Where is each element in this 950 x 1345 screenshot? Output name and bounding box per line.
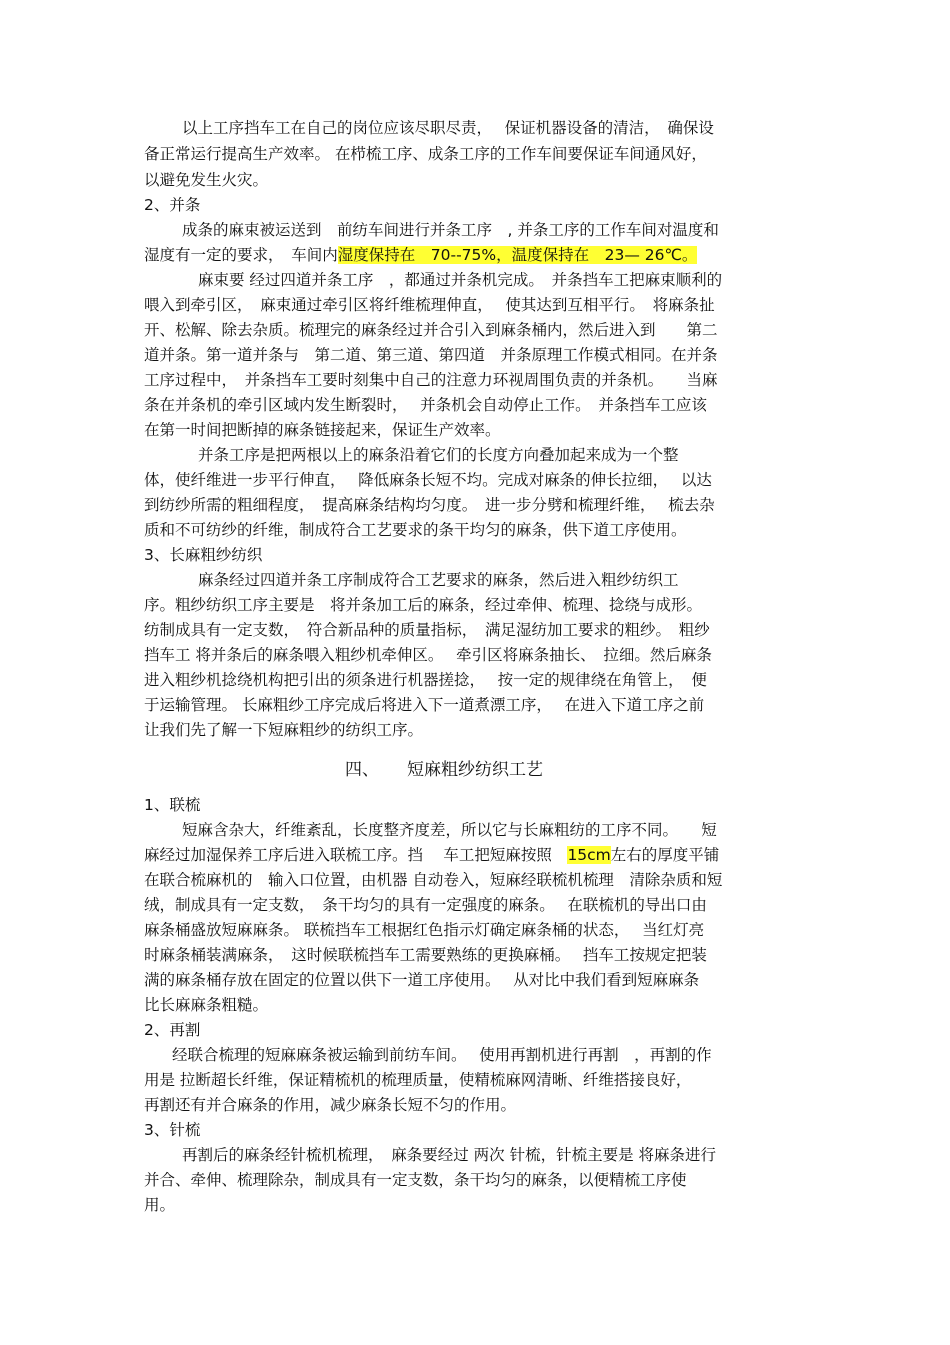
- text-line: [144, 843, 719, 867]
- text-run: 麻经过加湿保养工序后进入联梳工序。挡 车工把短麻按照: [144, 846, 568, 864]
- text-line: [144, 243, 697, 267]
- highlighted-text: 15cm: [567, 846, 611, 864]
- text-line: 在联合梳麻机的 输入口位置，由机器 自动卷入，短麻经联梳机梳理 清除杂质和短: [144, 871, 723, 889]
- text-run: 湿度有一定的要求， 车间内: [144, 246, 338, 264]
- text-line: 体，使纤维进一步平行伸直， 降低麻条长短不均。完成对麻条的伸长拉细， 以达: [144, 471, 712, 489]
- text-line: 备正常运行提高生产效率。 在栉梳工序、成条工序的工作车间要保证车间通风好，: [144, 145, 707, 163]
- text-run: 左右的厚度平铺: [610, 846, 720, 864]
- text-line: 用。: [144, 1196, 176, 1214]
- section-heading: 2、再割: [144, 1021, 201, 1039]
- text-line: 挡车工 将并条后的麻条喂入粗纱机牵伸区。 牵引区将麻条抽长、 拉细。然后麻条: [144, 646, 712, 664]
- text-line: 质和不可纺纱的纤维，制成符合工艺要求的条干均匀的麻条，供下道工序使用。: [144, 521, 687, 539]
- text-line: 时麻条桶装满麻条， 这时候联梳挡车工需要熟练的更换麻桶。 挡车工按规定把装: [144, 946, 707, 964]
- text-line: 到纺纱所需的粗细程度， 提高麻条结构均匀度。 进一步分劈和梳理纤维， 梳去杂: [144, 496, 715, 514]
- text-line: 并合、牵伸、梳理除杂，制成具有一定支数，条干均匀的麻条，以便精梳工序使: [144, 1171, 687, 1189]
- text-line: 经联合梳理的短麻麻条被运输到前纺车间。 使用再割机进行再割 ，再割的作: [172, 1046, 712, 1064]
- highlighted-text: 湿度保持在 70--75%，温度保持在 23— 26℃。: [337, 246, 698, 264]
- text-line: 满的麻条桶存放在固定的位置以供下一道工序使用。 从对比中我们看到短麻麻条: [144, 971, 700, 989]
- text-line: 喂入到牵引区， 麻束通过牵引区将纤维梳理伸直， 使其达到互相平行。 将麻条扯: [144, 296, 715, 314]
- chapter-title: 短麻粗纱纺织工艺: [407, 760, 543, 780]
- section-heading: 2、并条: [144, 196, 201, 214]
- section-heading: 1、联梳: [144, 796, 201, 814]
- text-line: 并条工序是把两根以上的麻条沿着它们的长度方向叠加起来成为一个整: [198, 446, 679, 464]
- text-line: 比长麻麻条粗糙。: [144, 996, 269, 1014]
- text-line: 以上工序挡车工在自己的岗位应该尽职尽责， 保证机器设备的清洁， 确保设: [182, 119, 714, 137]
- section-heading: 3、长麻粗纱纺织: [144, 546, 263, 564]
- text-line: 麻条经过四道并条工序制成符合工艺要求的麻条，然后进入粗纱纺织工: [198, 571, 679, 589]
- text-line: 麻束要 经过四道并条工序 ，都通过并条机完成。 并条挡车工把麻束顺利的: [198, 271, 723, 289]
- text-line: 开、松解、除去杂质。梳理完的麻条经过并合引入到麻条桶内，然后进入到 第二: [144, 321, 718, 339]
- text-line: 进入粗纱机捻绕机构把引出的须条进行机器搓捻， 按一定的规律绕在角管上， 便: [144, 671, 707, 689]
- text-line: 道并条。第一道并条与 第二道、第三道、第四道 并条原理工作模式相同。在并条: [144, 346, 718, 364]
- text-line: 绒，制成具有一定支数， 条干均匀的具有一定强度的麻条。 在联梳机的导出口由: [144, 896, 707, 914]
- text-line: 纺制成具有一定支数， 符合新品种的质量指标， 满足湿纺加工要求的粗纱。 粗纱: [144, 621, 710, 639]
- text-line: 以避免发生火灾。: [144, 171, 269, 189]
- text-line: 让我们先了解一下短麻粗纱的纺织工序。: [144, 721, 424, 739]
- text-line: 用是 拉断超长纤维，保证精梳机的梳理质量，使精梳麻网清晰、纤维搭接良好，: [144, 1071, 692, 1089]
- chapter-number: 四、: [345, 760, 379, 780]
- text-line: 短麻含杂大，纤维紊乱，长度整齐度差，所以它与长麻粗纺的工序不同。 短: [182, 821, 717, 839]
- text-line: 序。粗纱纺织工序主要是 将并条加工后的麻条，经过牵伸、梳理、捻绕与成形。: [144, 596, 703, 614]
- chapter-heading: [345, 757, 543, 783]
- text-line: 工序过程中， 并条挡车工要时刻集中自己的注意力环视周围负责的并条机。 当麻: [144, 371, 718, 389]
- text-line: 成条的麻束被运送到 前纺车间进行并条工序 , 并条工序的工作车间对温度和: [182, 221, 719, 239]
- text-line: 条在并条机的牵引区域内发生断裂时， 并条机会自动停止工作。 并条挡车工应该: [144, 396, 707, 414]
- text-line: 在第一时间把断掉的麻条链接起来，保证生产效率。: [144, 421, 501, 439]
- text-line: 麻条桶盛放短麻麻条。 联梳挡车工根据红色指示灯确定麻条桶的状态， 当红灯亮: [144, 921, 705, 939]
- text-line: 再割还有并合麻条的作用，减少麻条长短不匀的作用。: [144, 1096, 517, 1114]
- text-line: 再割后的麻条经针梳机梳理， 麻条要经过 两次 针梳，针梳主要是 将麻条进行: [182, 1146, 717, 1164]
- section-heading: 3、针梳: [144, 1121, 201, 1139]
- text-line: 于运输管理。 长麻粗纱工序完成后将进入下一道煮漂工序， 在进入下道工序之前: [144, 696, 705, 714]
